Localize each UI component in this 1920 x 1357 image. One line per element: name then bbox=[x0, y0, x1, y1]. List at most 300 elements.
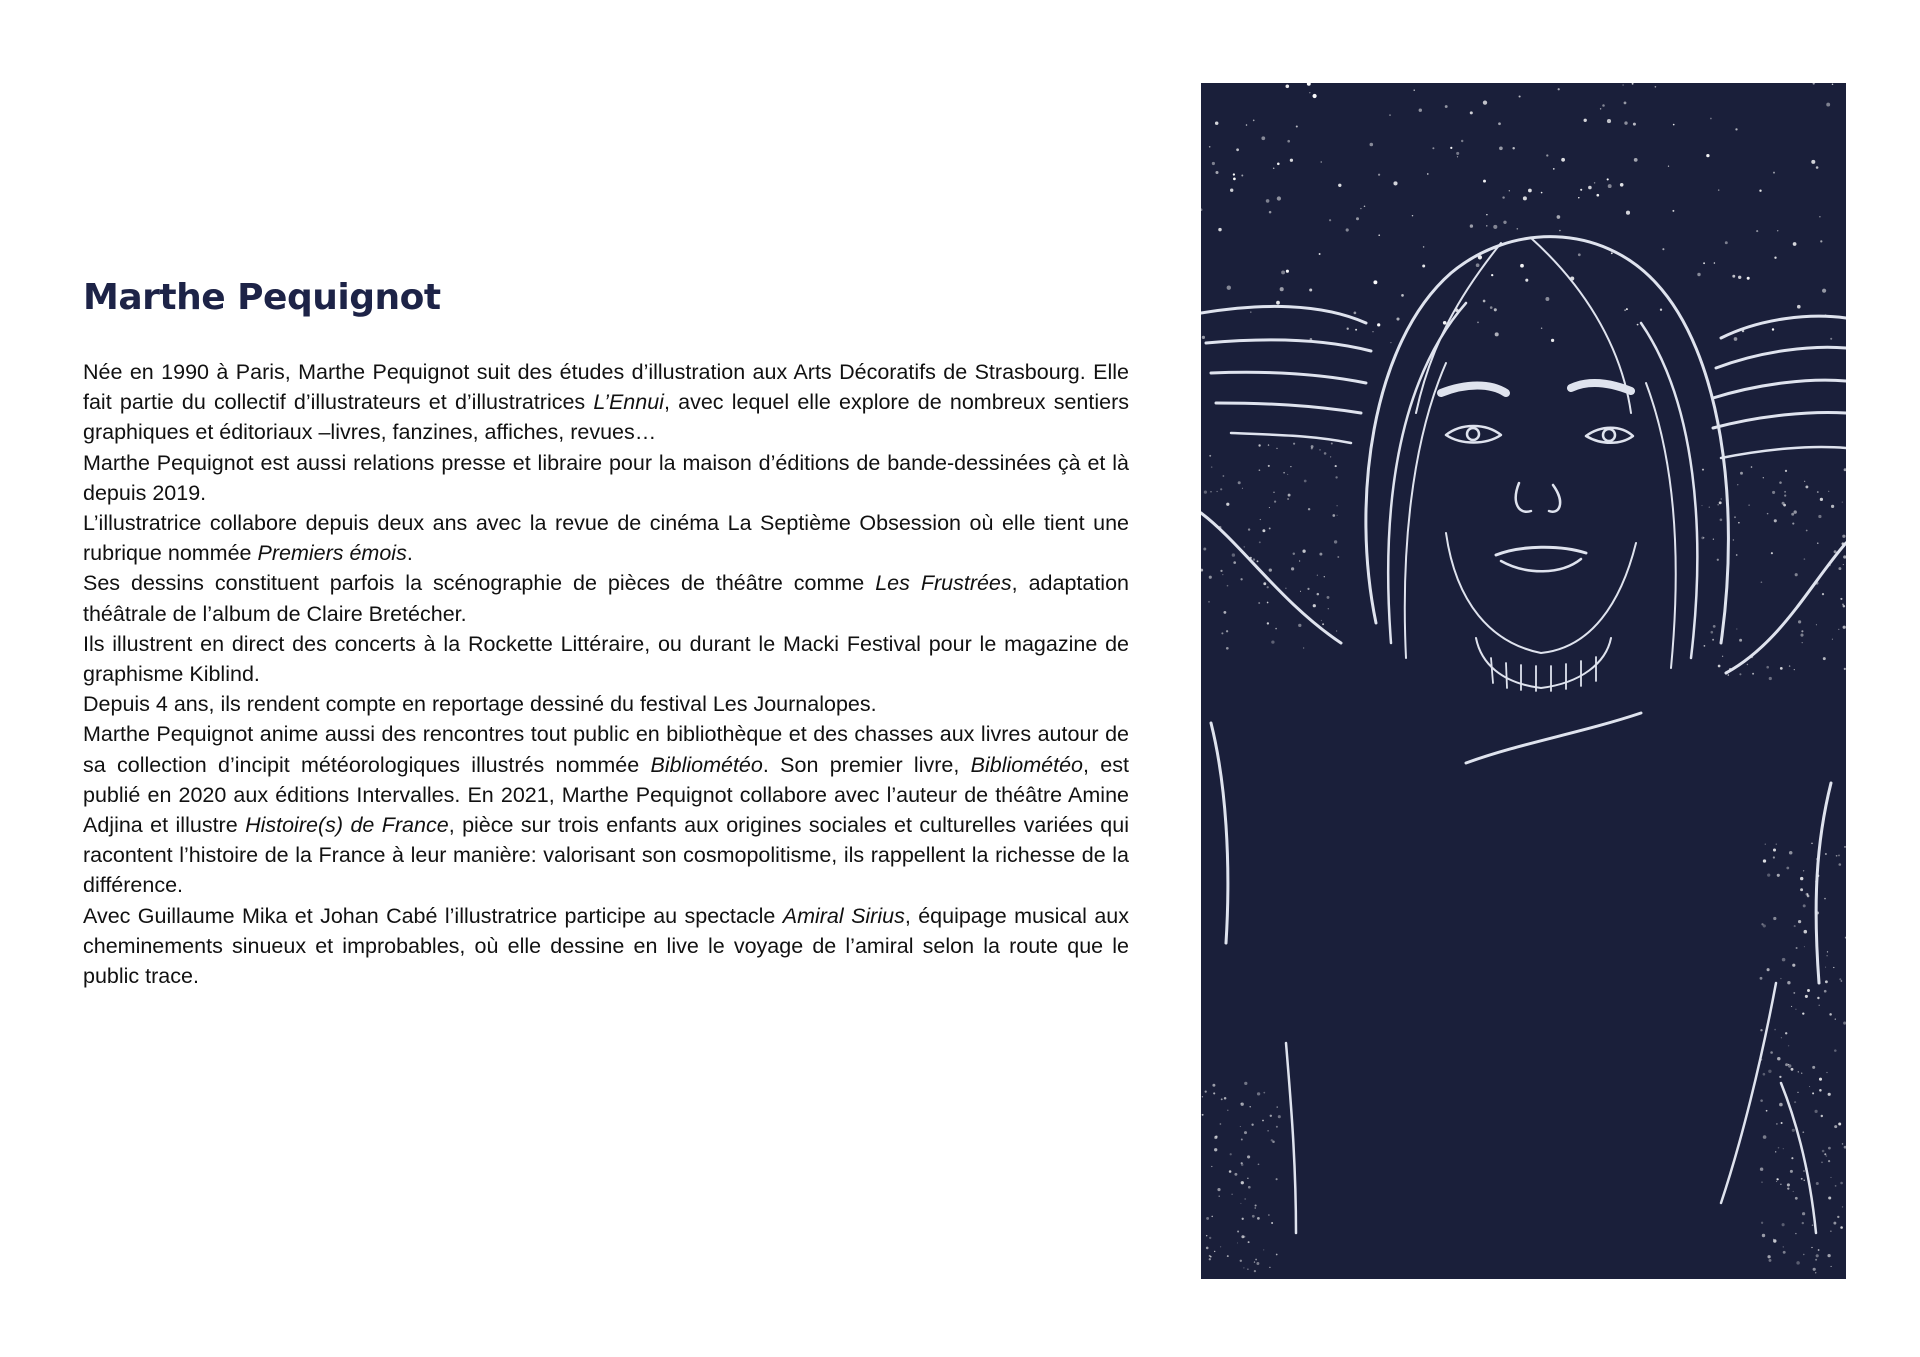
star bbox=[1714, 262, 1716, 264]
star bbox=[1553, 168, 1555, 170]
star bbox=[1793, 992, 1795, 994]
star bbox=[1372, 331, 1373, 332]
star bbox=[1803, 904, 1806, 907]
star bbox=[1224, 1097, 1227, 1100]
star bbox=[1332, 514, 1335, 517]
star bbox=[1422, 265, 1425, 268]
star bbox=[1584, 119, 1587, 122]
star bbox=[1269, 1267, 1270, 1268]
star bbox=[1783, 504, 1786, 507]
star bbox=[1423, 246, 1425, 248]
star bbox=[1212, 1084, 1215, 1087]
star bbox=[1241, 1162, 1243, 1164]
star bbox=[1819, 1078, 1822, 1081]
star bbox=[1502, 196, 1504, 198]
star bbox=[1774, 257, 1776, 259]
star bbox=[1303, 647, 1304, 648]
bio-p1-a: Née en 1990 à Paris, Marthe Pequignot suit des études d’illustration aux Arts Décoratifs de Strasbourg. Elle fait partie du collectif d’illustrateurs et d’illustratrices bbox=[83, 360, 1129, 415]
star bbox=[1842, 1143, 1844, 1145]
star bbox=[1260, 519, 1261, 520]
star bbox=[1269, 568, 1272, 571]
star bbox=[1226, 647, 1229, 650]
star bbox=[1559, 230, 1561, 232]
star bbox=[1668, 166, 1669, 167]
star bbox=[1248, 1186, 1251, 1189]
star bbox=[1210, 491, 1211, 492]
star bbox=[1206, 1247, 1209, 1250]
star bbox=[1737, 484, 1738, 485]
star bbox=[1237, 1230, 1239, 1232]
star bbox=[1697, 273, 1700, 276]
star bbox=[1840, 598, 1842, 600]
star bbox=[1248, 528, 1250, 530]
star bbox=[1221, 1098, 1223, 1100]
star bbox=[1761, 1181, 1763, 1183]
star bbox=[1257, 560, 1259, 562]
star bbox=[1203, 548, 1206, 551]
star bbox=[1490, 306, 1493, 309]
star bbox=[1776, 844, 1777, 845]
star bbox=[1377, 323, 1380, 326]
star bbox=[1291, 567, 1294, 570]
star bbox=[1231, 1194, 1232, 1195]
star bbox=[1240, 578, 1242, 580]
star bbox=[1378, 174, 1380, 176]
star bbox=[1813, 1268, 1816, 1271]
star bbox=[1205, 1090, 1207, 1092]
star bbox=[1286, 270, 1289, 273]
star bbox=[1819, 216, 1820, 217]
star bbox=[1766, 1110, 1768, 1112]
star bbox=[1779, 1076, 1781, 1078]
star bbox=[1626, 211, 1630, 215]
star bbox=[1843, 564, 1844, 565]
star bbox=[1545, 297, 1549, 301]
star bbox=[1212, 162, 1215, 165]
star bbox=[1717, 559, 1719, 561]
star bbox=[1809, 1086, 1810, 1087]
star bbox=[1832, 84, 1834, 86]
star bbox=[1817, 491, 1819, 493]
star bbox=[1838, 863, 1841, 866]
star bbox=[1461, 140, 1463, 142]
star bbox=[1607, 178, 1609, 180]
star bbox=[1237, 1242, 1238, 1243]
star bbox=[1763, 859, 1766, 862]
star bbox=[1277, 163, 1280, 166]
star bbox=[1767, 968, 1770, 971]
star bbox=[1209, 576, 1212, 579]
bio-p3-em: Premiers émois bbox=[257, 541, 407, 566]
star bbox=[1276, 1254, 1278, 1256]
star bbox=[1257, 1092, 1260, 1095]
star bbox=[1820, 498, 1823, 501]
star bbox=[1780, 667, 1783, 670]
star bbox=[1273, 492, 1274, 493]
star bbox=[1244, 1131, 1247, 1134]
star bbox=[1804, 481, 1805, 482]
star bbox=[1313, 604, 1316, 607]
star bbox=[1275, 628, 1277, 630]
star bbox=[1800, 888, 1803, 891]
star bbox=[1734, 337, 1738, 341]
star bbox=[1412, 215, 1413, 216]
star bbox=[1300, 591, 1301, 592]
star bbox=[1546, 154, 1548, 156]
star bbox=[1321, 620, 1322, 621]
star bbox=[1220, 570, 1222, 572]
star bbox=[1827, 951, 1828, 952]
star bbox=[1624, 102, 1627, 105]
star bbox=[1267, 1130, 1269, 1132]
star bbox=[1241, 1181, 1244, 1184]
star bbox=[1840, 1226, 1843, 1229]
star bbox=[1241, 175, 1243, 177]
star bbox=[1655, 86, 1657, 88]
star bbox=[1276, 448, 1277, 449]
star bbox=[1483, 300, 1486, 303]
star bbox=[1794, 1101, 1796, 1103]
star bbox=[1268, 465, 1270, 467]
star bbox=[1330, 456, 1331, 457]
star bbox=[1483, 180, 1486, 183]
star bbox=[1269, 527, 1271, 529]
star bbox=[1784, 491, 1786, 493]
star bbox=[1216, 491, 1217, 492]
star bbox=[1519, 95, 1521, 97]
star bbox=[1370, 143, 1374, 147]
star bbox=[1787, 1183, 1790, 1186]
star bbox=[1233, 561, 1236, 564]
star bbox=[1763, 1073, 1766, 1076]
star bbox=[1495, 332, 1499, 336]
star bbox=[1817, 997, 1819, 999]
star bbox=[1789, 851, 1793, 855]
star bbox=[1835, 1018, 1836, 1019]
bio-p7-d: , pièce sur trois enfants aux origines sociales et culturelles variées qui racontent l’histoire de la France à leur manière: valorisant son cosmopolitisme, ils rappellent la richesse de la différence. bbox=[83, 813, 1129, 898]
star bbox=[1276, 301, 1280, 305]
bio-p7-em1: Bibliométéo bbox=[650, 752, 763, 777]
star bbox=[1797, 305, 1801, 309]
star bbox=[1319, 553, 1322, 556]
bio-p1-em: L’Ennui bbox=[593, 390, 664, 415]
star bbox=[1828, 1160, 1830, 1162]
star bbox=[1298, 624, 1301, 627]
star bbox=[1226, 503, 1229, 506]
star bbox=[1844, 668, 1846, 670]
star bbox=[1703, 537, 1704, 538]
star bbox=[1308, 508, 1310, 510]
star bbox=[1761, 923, 1763, 925]
star bbox=[1477, 322, 1479, 324]
star bbox=[1833, 967, 1834, 968]
star bbox=[1788, 1045, 1789, 1046]
star bbox=[1747, 664, 1748, 665]
star bbox=[1792, 523, 1794, 525]
star bbox=[1811, 1247, 1812, 1248]
star bbox=[1773, 856, 1775, 858]
star bbox=[1313, 94, 1317, 98]
star bbox=[1445, 105, 1448, 108]
star bbox=[1293, 552, 1295, 554]
star bbox=[1803, 1254, 1804, 1255]
star bbox=[1763, 477, 1764, 478]
star bbox=[1244, 1082, 1247, 1085]
star bbox=[1818, 515, 1821, 518]
star bbox=[1267, 586, 1269, 588]
star bbox=[1760, 1099, 1763, 1102]
star bbox=[1761, 1222, 1763, 1224]
star bbox=[1787, 1187, 1789, 1189]
star bbox=[1336, 505, 1337, 506]
star bbox=[1240, 1203, 1241, 1204]
star bbox=[1722, 656, 1723, 657]
star bbox=[1256, 1262, 1259, 1265]
star bbox=[1233, 173, 1235, 175]
star bbox=[1356, 217, 1359, 220]
star bbox=[1712, 639, 1714, 641]
star bbox=[1470, 111, 1473, 114]
star bbox=[1802, 1131, 1804, 1133]
star bbox=[1269, 507, 1270, 508]
star bbox=[1704, 645, 1706, 647]
star bbox=[1800, 877, 1803, 880]
star bbox=[1793, 242, 1797, 246]
bio-p7-c: , est publié en 2020 aux éditions Intervalles. En 2021, Marthe Pequignot collabore avec l’auteur de théâtre Amine Adjina et illustre bbox=[83, 752, 1129, 838]
star bbox=[1795, 1009, 1796, 1010]
star bbox=[1740, 472, 1743, 475]
star bbox=[1483, 100, 1487, 104]
star bbox=[1788, 1064, 1789, 1065]
star bbox=[1805, 485, 1808, 488]
star bbox=[1334, 540, 1337, 543]
star bbox=[1773, 172, 1775, 174]
star bbox=[1747, 277, 1750, 280]
star bbox=[1227, 286, 1231, 290]
star bbox=[1773, 1239, 1774, 1240]
star bbox=[1838, 1123, 1841, 1126]
star bbox=[1776, 1123, 1778, 1125]
star bbox=[1836, 855, 1838, 857]
star bbox=[1784, 495, 1786, 497]
star bbox=[1299, 560, 1300, 561]
star bbox=[1834, 1125, 1837, 1128]
star bbox=[1822, 1150, 1825, 1153]
star bbox=[1823, 657, 1826, 660]
star bbox=[1831, 1266, 1832, 1267]
star bbox=[1347, 328, 1349, 330]
star bbox=[1247, 1268, 1248, 1269]
star bbox=[1824, 990, 1827, 993]
star bbox=[1789, 665, 1790, 666]
star bbox=[1802, 642, 1803, 643]
star bbox=[1842, 535, 1845, 538]
star bbox=[1826, 1072, 1827, 1073]
star bbox=[1739, 673, 1741, 675]
star bbox=[1227, 585, 1229, 587]
star bbox=[1541, 327, 1542, 328]
star bbox=[1780, 1184, 1781, 1185]
star bbox=[1792, 964, 1795, 967]
star bbox=[1801, 630, 1803, 632]
star bbox=[1578, 197, 1579, 198]
star bbox=[1262, 529, 1265, 532]
star bbox=[1226, 630, 1228, 632]
star bbox=[1290, 159, 1293, 162]
star bbox=[1271, 640, 1274, 643]
star bbox=[1772, 328, 1774, 330]
star bbox=[1240, 1260, 1242, 1262]
star bbox=[1759, 189, 1761, 191]
star bbox=[1735, 128, 1737, 130]
star bbox=[1276, 1178, 1278, 1180]
star bbox=[1801, 1073, 1802, 1074]
star bbox=[1794, 669, 1795, 670]
star bbox=[1660, 309, 1662, 311]
star bbox=[1803, 1170, 1805, 1172]
star bbox=[1768, 1070, 1771, 1073]
star bbox=[1602, 104, 1605, 107]
star bbox=[1794, 925, 1796, 927]
star bbox=[1499, 146, 1503, 150]
star bbox=[1266, 199, 1270, 203]
star bbox=[1763, 1135, 1767, 1139]
star bbox=[1215, 171, 1218, 174]
star bbox=[1223, 611, 1226, 614]
star bbox=[1832, 639, 1833, 640]
star bbox=[1787, 981, 1790, 984]
star bbox=[1785, 470, 1787, 472]
star bbox=[1844, 846, 1846, 848]
star bbox=[1825, 853, 1827, 855]
star bbox=[1778, 1147, 1780, 1149]
star bbox=[1829, 1013, 1832, 1016]
star bbox=[1281, 270, 1285, 274]
star bbox=[1842, 1206, 1843, 1207]
star bbox=[1588, 186, 1592, 190]
star bbox=[1831, 505, 1834, 508]
star bbox=[1760, 977, 1763, 980]
star bbox=[1317, 593, 1320, 596]
star bbox=[1843, 626, 1846, 629]
star bbox=[1220, 1246, 1221, 1247]
star bbox=[1215, 1135, 1218, 1138]
star bbox=[1277, 196, 1281, 200]
star bbox=[1841, 980, 1843, 982]
star bbox=[1252, 1215, 1255, 1218]
star bbox=[1672, 210, 1674, 212]
star bbox=[1255, 1207, 1256, 1208]
star bbox=[1249, 1106, 1250, 1107]
star bbox=[1838, 567, 1841, 570]
star bbox=[1206, 1217, 1209, 1220]
star bbox=[1806, 530, 1808, 532]
star bbox=[1337, 556, 1339, 558]
star bbox=[1331, 443, 1333, 445]
star bbox=[1785, 1032, 1787, 1034]
star bbox=[1336, 631, 1337, 632]
bio-p5: Ils illustrent en direct des concerts à la Rockette Littéraire, ou durant le Macki Festival pour le magazine de graphisme Kiblind. bbox=[83, 631, 1129, 687]
star bbox=[1215, 121, 1218, 124]
star bbox=[1596, 194, 1599, 197]
star bbox=[1820, 240, 1822, 242]
star bbox=[1773, 848, 1776, 851]
star bbox=[1319, 449, 1320, 450]
star bbox=[1378, 234, 1380, 236]
star bbox=[1732, 275, 1735, 278]
star bbox=[1738, 522, 1740, 524]
star bbox=[1717, 504, 1719, 506]
star bbox=[1815, 1110, 1818, 1113]
night-sky-background bbox=[1201, 83, 1846, 1279]
star bbox=[1494, 308, 1497, 311]
star bbox=[1230, 1153, 1232, 1155]
star bbox=[1277, 1106, 1278, 1107]
star bbox=[1268, 444, 1269, 445]
star bbox=[1769, 1259, 1772, 1262]
star bbox=[1324, 576, 1325, 577]
star bbox=[1600, 108, 1601, 109]
bio-p4-a: Ses dessins constituent parfois la scénographie de pièces de théâtre comme bbox=[83, 571, 876, 596]
star bbox=[1785, 1063, 1788, 1066]
star bbox=[1812, 1066, 1815, 1069]
star bbox=[1503, 221, 1506, 224]
star bbox=[1561, 158, 1565, 162]
star bbox=[1781, 1122, 1783, 1124]
star bbox=[1792, 1129, 1795, 1132]
star bbox=[1354, 312, 1357, 315]
star bbox=[1498, 122, 1501, 125]
star bbox=[1760, 1167, 1763, 1170]
star bbox=[1512, 147, 1514, 149]
star bbox=[1767, 1255, 1770, 1258]
star bbox=[1833, 1222, 1836, 1225]
star bbox=[1767, 874, 1770, 877]
star bbox=[1414, 90, 1415, 91]
star bbox=[1432, 147, 1434, 149]
star bbox=[1213, 1092, 1215, 1094]
star bbox=[1214, 1251, 1215, 1252]
star bbox=[1457, 156, 1458, 157]
star bbox=[1267, 622, 1269, 624]
star bbox=[1795, 1233, 1796, 1234]
star bbox=[1736, 554, 1738, 556]
star bbox=[1662, 248, 1664, 250]
page-title: Marthe Pequignot bbox=[83, 277, 441, 318]
star bbox=[1250, 311, 1251, 312]
star bbox=[1721, 498, 1722, 499]
star bbox=[1775, 1151, 1776, 1152]
star bbox=[1220, 488, 1222, 490]
star bbox=[1327, 596, 1330, 599]
star bbox=[1241, 1103, 1242, 1104]
star bbox=[1825, 967, 1826, 968]
bio-p6: Depuis 4 ans, ils rendent compte en reportage dessiné du festival Les Journalopes. bbox=[83, 692, 877, 717]
star bbox=[1309, 288, 1312, 291]
star bbox=[1804, 558, 1806, 560]
star bbox=[1261, 136, 1265, 140]
star bbox=[1816, 1182, 1819, 1185]
star bbox=[1838, 854, 1840, 856]
star bbox=[1718, 189, 1719, 190]
star bbox=[1335, 465, 1337, 467]
star bbox=[1390, 342, 1391, 343]
star bbox=[1244, 546, 1246, 548]
star bbox=[1263, 1092, 1265, 1094]
star bbox=[1287, 498, 1289, 500]
star bbox=[1241, 1139, 1243, 1141]
star bbox=[1364, 206, 1366, 208]
